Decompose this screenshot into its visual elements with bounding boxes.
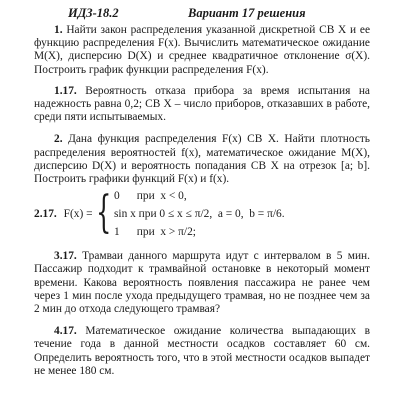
item-1-17-text: Вероятность отказа прибора за время испытания на надежность равна 0,2; СВ X – число приборов, отказавших в работе, среди пяти испытываемых. [34, 84, 370, 124]
item-2-17-number: 2.17. [34, 208, 57, 221]
item-3-17 [34, 250, 370, 316]
formula-case-1: 0 при x < 0, [114, 190, 187, 203]
section1-task [34, 24, 370, 77]
left-brace: { [96, 187, 112, 239]
formula-case-3: 1 при x > π/2; [114, 226, 196, 239]
item-4-17-text: Математическое ожидание количества выпадающих в течение года в данной местности осадков составляет 60 см. Определить вероятность того, что в этой местности осадков выпадет не менее 180 см. [34, 325, 370, 377]
section2-task-text: Дана функция распределения F(x) СВ X. Найти плотность распределения вероятностей f(x), математическое ожидание M(X), дисперсию D(X) и вероятность попадания СВ X на отрезок [a; b]. Построить графики функций F(x) и f(x). [34, 133, 370, 186]
document-page [34, 6, 370, 378]
formula-lhs [34, 208, 93, 220]
piecewise-formula [34, 187, 370, 242]
section2-task [34, 133, 370, 186]
item-4-17 [34, 325, 370, 378]
variant-title: Вариант 17 решения [188, 6, 306, 20]
section2-number: 2. [54, 133, 63, 146]
section1-number: 1. [54, 24, 63, 36]
item-3-17-number: 3.17. [54, 250, 77, 263]
assignment-code: ИДЗ-18.2 [68, 6, 119, 20]
item-4-17-number: 4.17. [54, 325, 77, 338]
formula-case-2: sin x при 0 ≤ x ≤ π/2, a = 0, b = π/6. [114, 208, 285, 221]
item-1-17 [34, 85, 370, 125]
section1-task-text: Найти закон распределения указанной дискретной СВ X и ее функцию распределения F(x). Вычислить математическое ожидание M(X), дисперсию D(X) и среднее квадратичное отклонение σ(X). Построить график функции распределения F(x). [34, 24, 370, 76]
item-3-17-text: Трамваи данного маршрута идут с интервалом в 5 мин. Пассажир подходит к трамвайной остановке в некоторый момент времени. Какова вероятность появления пассажира не ранее чем через 1 мин после ухода предыдущего трамвая, но не позднее чем за 2 мин до отхода следующего трамвая? [34, 250, 370, 316]
item-1-17-number: 1.17. [54, 84, 77, 97]
formula-lhs-text: F(x) = [63, 208, 93, 221]
page-header [34, 6, 370, 24]
